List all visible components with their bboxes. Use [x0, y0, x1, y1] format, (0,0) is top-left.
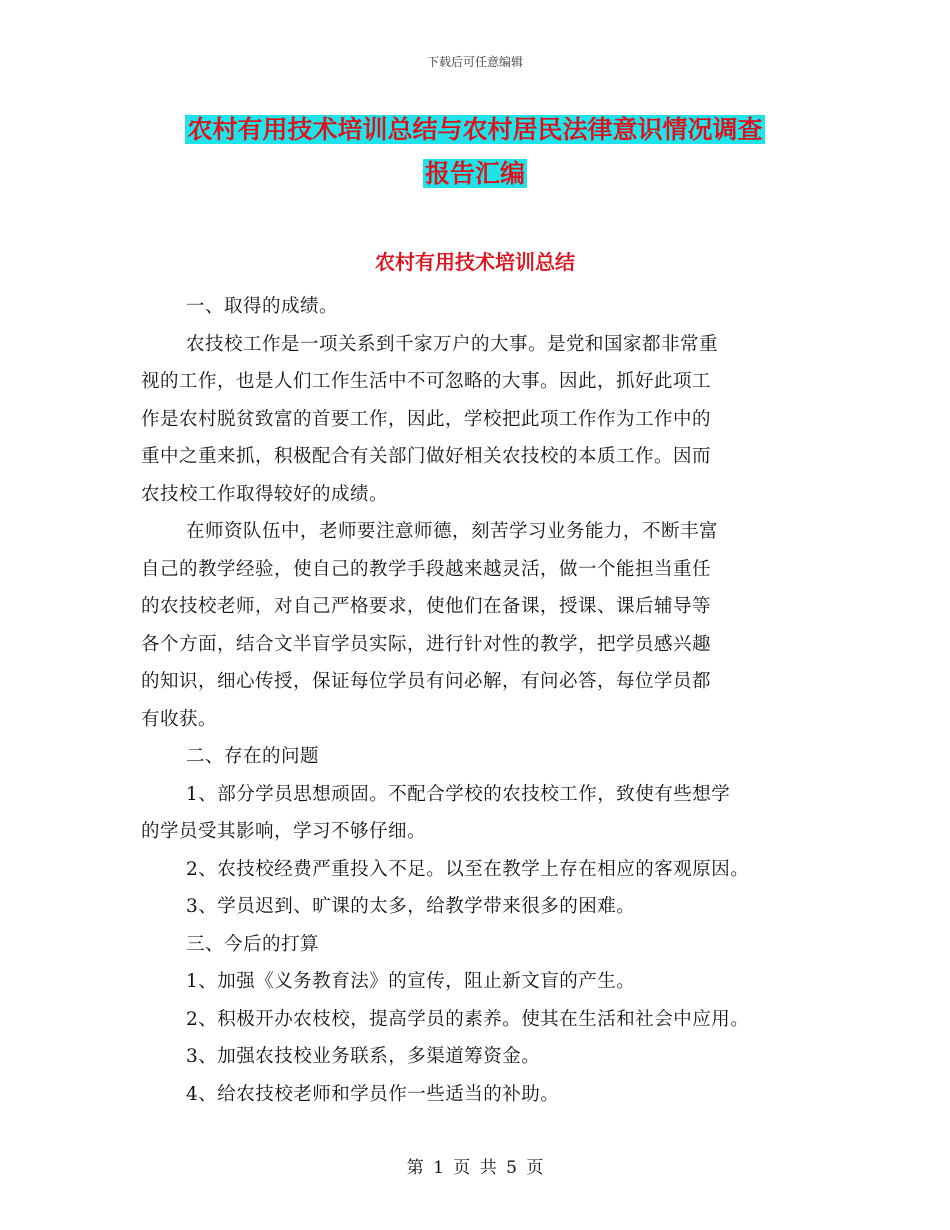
body-line: 4、给农技校老师和学员作一些适当的补助。	[186, 1083, 560, 1105]
body-line: 一、取得的成绩。	[186, 296, 339, 317]
body-line: 农技校工作是一项关系到千家万户的大事。是党和国家都非常重	[186, 333, 719, 355]
document-title-text-2: 报告汇编	[424, 159, 525, 188]
body-line: 1、部分学员思想顽固。不配合学校的农技校工作，致使有些想学	[186, 783, 731, 805]
body-line: 二、存在的问题	[186, 746, 320, 767]
body-line: 视的工作，也是人们工作生活中不可忽略的大事。因此，抓好此项工	[141, 371, 712, 392]
document-title-line-2	[0, 154, 950, 194]
body-line: 自己的教学经验，使自己的教学手段越来越灵活，做一个能担当重任	[141, 558, 712, 580]
document-title-text-1: 农村有用技术培训总结与农村居民法律意识情况调查	[187, 115, 763, 144]
body-line: 的农技校老师，对自己严格要求，使他们在备课，授课、课后辅导等	[141, 596, 712, 617]
body-line: 重中之重来抓，积极配合有关部门做好相关农技校的本质工作。因而	[141, 446, 712, 467]
body-line: 作是农村脱贫致富的首要工作，因此，学校把此项工作作为工作中的	[141, 408, 712, 430]
body-line: 的学员受其影响，学习不够仔细。	[141, 821, 427, 842]
body-text	[141, 288, 831, 1113]
section-title: 农村有用技术培训总结	[375, 250, 575, 274]
document-title-line-1	[0, 110, 950, 150]
body-line: 的知识，细心传授，保证每位学员有问必解，有问必答，每位学员都	[141, 671, 712, 692]
body-line: 三、今后的打算	[186, 933, 320, 955]
body-line: 3、加强农技校业务联系，多渠道筹资金。	[186, 1046, 541, 1067]
header-note: 下载后可任意编辑	[426, 55, 523, 69]
body-line: 1、加强《义务教育法》的宣传，阻止新文盲的产生。	[186, 971, 636, 992]
body-line: 2、农技校经费严重投入不足。以至在教学上存在相应的客观原因。	[186, 858, 750, 880]
body-line: 3、学员迟到、旷课的太多，给教学带来很多的困难。	[186, 896, 636, 917]
body-line: 有收获。	[141, 708, 218, 730]
page-footer: 第 1 页 共 5 页	[406, 1158, 544, 1178]
body-line: 在师资队伍中，老师要注意师德，刻苦学习业务能力，不断丰富	[186, 521, 719, 542]
body-line: 各个方面，结合文半盲学员实际，进行针对性的教学，把学员感兴趣	[141, 633, 712, 655]
body-line: 2、积极开办农枝校，提高学员的素养。使其在生活和社会中应用。	[186, 1008, 750, 1030]
body-line: 农技校工作取得较好的成绩。	[141, 483, 389, 505]
